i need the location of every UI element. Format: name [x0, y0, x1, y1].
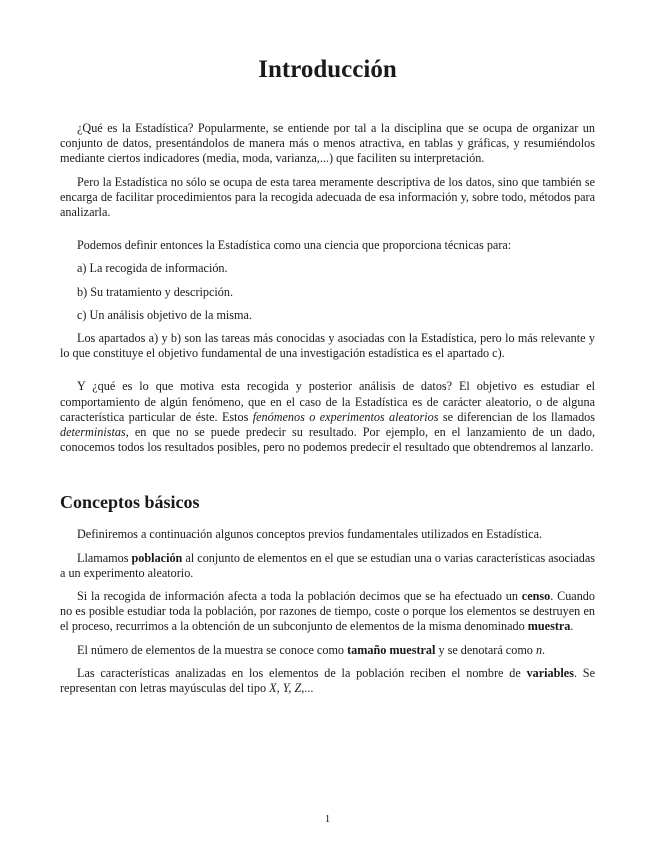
intro-paragraph-5 — [60, 379, 595, 455]
term-tamano-muestral: tamaño muestral — [347, 642, 436, 657]
list-item-c: c) Un análisis objetivo de la misma. — [77, 307, 252, 322]
intro-paragraph-5-text-c: , en que no se puede predecir su resultado. Por ejemplo, en el lanzamiento de un dado, conocemos todos los resultados posibles, pero no podemos predecir el resultado que obtendremos al lanzarlo. — [60, 425, 595, 455]
list-item-a: a) La recogida de información. — [77, 261, 228, 276]
section-paragraph-4-text-a: El número de elementos de la muestra se conoce como — [77, 642, 348, 657]
intro-paragraph-2: Pero la Estadística no sólo se ocupa de esta tarea meramente descriptiva de los datos, sino que también se encarga de facilitar procedimientos para la recogida adecuada de esa información y, sobre todo, métodos para analizarla. — [60, 174, 595, 220]
section-paragraph-2 — [60, 551, 595, 581]
emphasis-deterministic: deterministas — [60, 425, 126, 440]
section-paragraph-4 — [60, 643, 595, 658]
section-paragraph-4-text-e: . — [542, 642, 546, 657]
document-body — [60, 121, 595, 696]
section-paragraph-4-text-c: y se denotará como — [435, 642, 536, 657]
term-muestra: muestra — [527, 619, 571, 634]
intro-paragraph-5-text-b: se diferencian de los llamados — [438, 409, 596, 424]
intro-paragraph-4: Los apartados a) y b) son las tareas más conocidas y asociadas con la Estadística, pero lo más relevante y lo que constituye el objetivo fundamental de una investigación estadística es el apartado c). — [60, 331, 595, 361]
section-paragraph-2-text-c: al conjunto de elementos en el que se estudian una o varias características asociadas a un experimento aleatorio. — [60, 550, 595, 580]
section-paragraph-5-text-c: . Se representan con letras mayúsculas del tipo — [60, 665, 595, 696]
section-paragraph-1: Definiremos a continuación algunos conceptos previos fundamentales utilizados en Estadística. — [77, 527, 543, 542]
section-paragraph-5-text-e: ,... — [301, 681, 314, 696]
section-paragraph-3 — [60, 589, 595, 635]
section-paragraph-3-text-a: Si la recogida de información afecta a toda la población decimos que se ha efectuado un — [77, 589, 522, 604]
term-censo: censo — [521, 589, 551, 604]
intro-paragraph-5-text-a: Y ¿qué es lo que motiva esta recogida y posterior análisis de datos? El objetivo es estudiar el comportamiento de algún fenómeno, que en el caso de la Estadística es de carácter aleatorio, o de alguna característica particular de éste. Estos — [60, 379, 595, 424]
term-variables: variables — [526, 665, 574, 680]
section-heading: Conceptos básicos — [60, 492, 200, 513]
math-xyz: X, Y, Z — [269, 681, 302, 696]
section-paragraph-5 — [60, 666, 595, 696]
math-n: n — [535, 642, 543, 657]
section-paragraph-5-text-a: Las características analizadas en los elementos de la población reciben el nombre de — [77, 665, 527, 680]
section-paragraph-3-text-c: . Cuando no es posible estudiar toda la población, por razones de tiempo, coste o porque los elementos se destruyen en el proceso, recurrimos a la obtención de un subconjunto de elementos de la misma denominado — [60, 589, 595, 634]
page-number: 1 — [324, 813, 331, 825]
intro-paragraph-3: Podemos definir entonces la Estadística como una ciencia que proporciona técnicas para: — [77, 238, 512, 253]
term-poblacion: población — [131, 550, 183, 565]
section-paragraph-3-text-e: . — [570, 619, 574, 634]
emphasis-random-phenomena: fenómenos o experimentos aleatorios — [252, 409, 439, 424]
list-item-b: b) Su tratamiento y descripción. — [77, 284, 234, 299]
page-title: Introducción — [258, 56, 397, 83]
intro-paragraph-1: ¿Qué es la Estadística? Popularmente, se entiende por tal a la disciplina que se ocupa de organizar un conjunto de datos, presentándolos de manera más o menos atractiva, en tablas y gráficas, y resumiéndolos mediante ciertos indicadores (media, moda, varianza,...) que faciliten su interpretación. — [60, 121, 595, 166]
section-paragraph-2-text-a: Llamamos — [77, 550, 132, 565]
